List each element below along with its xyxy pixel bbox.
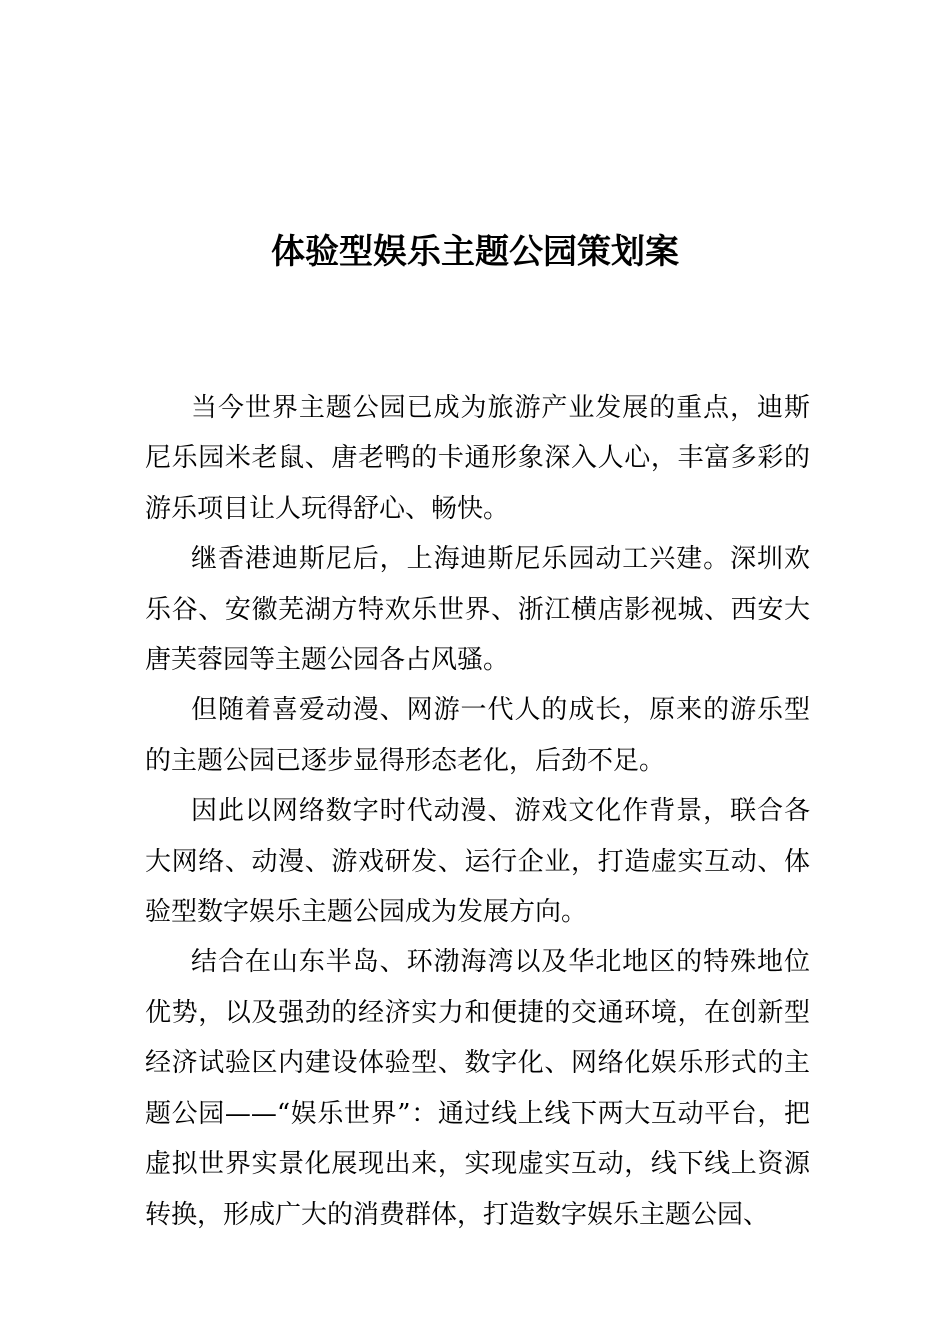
paragraph-1: 当今世界主题公园已成为旅游产业发展的重点，迪斯尼乐园米老鼠、唐老鸭的卡通形象深入人心，丰富多彩的游乐项目让人玩得舒心、畅快。 bbox=[145, 393, 810, 524]
paragraph-3: 但随着喜爱动漫、网游一代人的成长，原来的游乐型的主题公园已逐步显得形态老化，后劲不足。 bbox=[145, 695, 810, 776]
paragraph-2: 继香港迪斯尼后，上海迪斯尼乐园动工兴建。深圳欢乐谷、安徽芜湖方特欢乐世界、浙江横店影视城、西安大唐芙蓉园等主题公园各占风骚。 bbox=[145, 544, 810, 676]
document-title: 体验型娱乐主题公园策划案 bbox=[271, 232, 679, 272]
paragraph-5: 结合在山东半岛、环渤海湾以及华北地区的特殊地位优势，以及强劲的经济实力和便捷的交通环境，在创新型经济试验区内建设体验型、数字化、网络化娱乐形式的主题公园——“娱乐世界”：通过线上线下两大互动平台，把虚拟世界实景化展现出来，实现虚实互动，线下线上资源转换，形成广大的消费群体，打造数字娱乐主题公园、 bbox=[145, 947, 810, 1230]
document-body bbox=[145, 383, 810, 1240]
paragraph-4: 因此以网络数字时代动漫、游戏文化作背景，联合各大网络、动漫、游戏研发、运行企业，打造虚实互动、体验型数字娱乐主题公园成为发展方向。 bbox=[145, 796, 810, 928]
